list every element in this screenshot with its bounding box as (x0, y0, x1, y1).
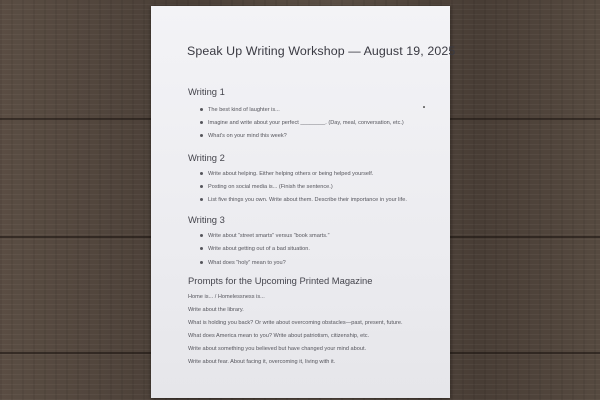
list-item-text: Write about “street smarts” versus “book smarts.” (208, 233, 330, 239)
list-item (200, 184, 333, 190)
paper-speck (423, 106, 425, 108)
prompt-line: Write about something you believed but have changed your mind about. (188, 346, 367, 352)
bullet-icon (200, 234, 203, 237)
section-heading-writing-3: Writing 3 (188, 214, 225, 225)
list-item-text: Imagine and write about your perfect ________. (Day, meal, conversation, etc.) (208, 120, 404, 126)
list-item (200, 107, 280, 113)
list-item-text: Posting on social media is... (Finish the sentence.) (208, 184, 333, 190)
prompt-line: What does America mean to you? Write about patriotism, citizenship, etc. (188, 333, 370, 339)
list-item-text: What does “holy” mean to you? (208, 260, 286, 266)
page-title: Speak Up Writing Workshop — August 19, 2025 (187, 44, 456, 58)
prompt-line: Home is... / Homelessness is... (188, 294, 265, 300)
prompt-line: Write about fear. About facing it, overcoming it, living with it. (188, 359, 336, 365)
list-item-text: What's on your mind this week? (208, 133, 287, 139)
list-item (200, 260, 286, 266)
list-item (200, 133, 287, 139)
list-item (200, 171, 373, 177)
section-heading-writing-2: Writing 2 (188, 152, 225, 163)
list-item (200, 197, 407, 203)
section-heading-prompts: Prompts for the Upcoming Printed Magazine (188, 275, 373, 286)
list-item-text: List five things you own. Write about them. Describe their importance in your life. (208, 197, 407, 203)
list-item (200, 233, 329, 239)
list-item (200, 120, 404, 126)
bullet-icon (200, 172, 203, 175)
bullet-icon (200, 247, 203, 250)
list-item-text: Write about getting out of a bad situation. (208, 246, 310, 252)
bullet-icon (200, 185, 203, 188)
printed-page (151, 6, 456, 398)
bullet-icon (200, 134, 203, 137)
bullet-icon (200, 198, 203, 201)
prompt-line: Write about the library. (188, 307, 244, 313)
list-item-text: The best kind of laughter is... (208, 107, 280, 113)
prompt-line: What is holding you back? Or write about overcoming obstacles—past, present, future. (188, 320, 403, 326)
bullet-icon (200, 108, 203, 111)
list-item-text: Write about helping. Either helping others or being helped yourself. (208, 171, 374, 177)
bullet-icon (200, 121, 203, 124)
section-heading-writing-1: Writing 1 (188, 86, 225, 97)
list-item (200, 246, 310, 252)
bullet-icon (200, 261, 203, 264)
